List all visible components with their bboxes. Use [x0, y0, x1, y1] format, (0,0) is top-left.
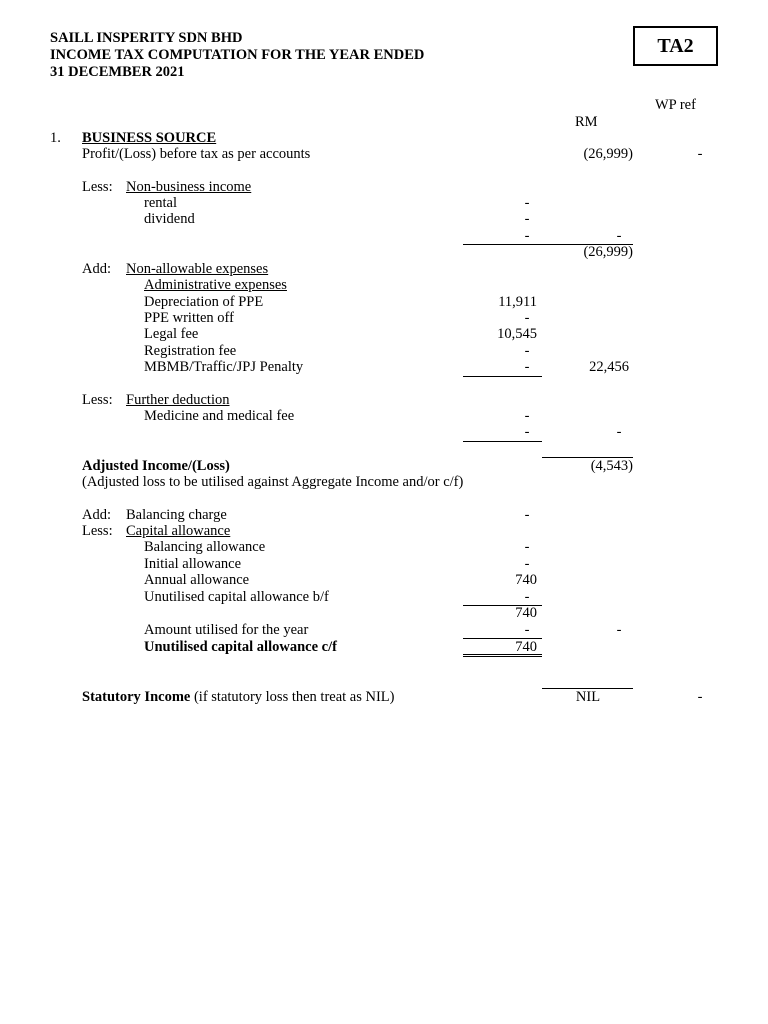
allowance-label: Balancing allowance — [144, 539, 266, 555]
divider-line — [463, 376, 542, 377]
section-title: BUSINESS SOURCE — [82, 130, 217, 146]
allowance-label: Unutilised capital allowance b/f — [144, 589, 329, 605]
expense-value: 10,545 — [497, 326, 537, 342]
expense-value: - — [524, 343, 530, 359]
allowance-value: 740 — [515, 572, 537, 588]
statutory-wp-ref: - — [697, 689, 703, 705]
document-title: INCOME TAX COMPUTATION FOR THE YEAR ENDED — [50, 47, 425, 63]
cf-value: 740 — [515, 639, 537, 655]
utilised-value: - — [524, 622, 530, 638]
allowance-value: - — [524, 589, 530, 605]
rental-value: - — [524, 195, 530, 211]
expense-label: MBMB/Traffic/JPJ Penalty — [144, 359, 304, 375]
non-business-total: - — [616, 228, 622, 244]
expense-value: - — [524, 359, 530, 375]
profit-label: Profit/(Loss) before tax as per accounts — [82, 146, 311, 162]
medical-fee-value: - — [524, 408, 530, 424]
statutory-income-label — [82, 689, 395, 705]
expense-label: Legal fee — [144, 326, 199, 342]
expense-value: - — [524, 310, 530, 326]
running-total: (26,999) — [583, 244, 633, 260]
further-deduction-heading: Further deduction — [126, 392, 230, 408]
currency-header: RM — [575, 114, 598, 130]
non-allowable-heading: Non-allowable expenses — [126, 261, 269, 277]
expense-label: Depreciation of PPE — [144, 294, 264, 310]
double-underline — [463, 654, 542, 657]
statutory-income-amount: NIL — [575, 689, 601, 705]
add-label: Add: — [82, 507, 111, 523]
expense-label: Registration fee — [144, 343, 237, 359]
allowance-label: Annual allowance — [144, 572, 250, 588]
non-allowable-total: 22,456 — [589, 359, 629, 375]
allowance-value: - — [524, 556, 530, 572]
allowance-value: - — [524, 539, 530, 555]
expense-label: PPE written off — [144, 310, 234, 326]
profit-wp-ref: - — [697, 146, 703, 162]
non-business-heading: Non-business income — [126, 179, 252, 195]
non-business-subtotal: - — [524, 228, 530, 244]
dividend-value: - — [524, 211, 530, 227]
company-name: SAILL INSPERITY SDN BHD — [50, 30, 243, 46]
utilised-label: Amount utilised for the year — [144, 622, 309, 638]
expense-value: 11,911 — [498, 294, 537, 310]
divider-line — [463, 441, 542, 442]
allowance-label: Initial allowance — [144, 556, 242, 572]
statutory-income-title: Statutory Income — [82, 689, 191, 705]
utilised-total: - — [616, 622, 622, 638]
statutory-income-note: (if statutory loss then treat as NIL) — [190, 689, 395, 705]
reference-tag: TA2 — [633, 26, 718, 66]
balancing-charge-label: Balancing charge — [126, 507, 227, 523]
less-label: Less: — [82, 179, 113, 195]
further-deduction-subtotal: - — [524, 424, 530, 440]
less-label: Less: — [82, 392, 113, 408]
add-label: Add: — [82, 261, 111, 277]
dividend-label: dividend — [144, 211, 195, 227]
capital-allowance-heading: Capital allowance — [126, 523, 231, 539]
balancing-charge-value: - — [524, 507, 530, 523]
profit-amount: (26,999) — [583, 146, 633, 162]
adjusted-income-label: Adjusted Income/(Loss) — [82, 458, 230, 474]
rental-label: rental — [144, 195, 178, 211]
less-label: Less: — [82, 523, 113, 539]
medical-fee-label: Medicine and medical fee — [144, 408, 295, 424]
document-date: 31 DECEMBER 2021 — [50, 64, 185, 80]
section-number: 1. — [50, 130, 61, 146]
wp-ref-header: WP ref — [655, 97, 696, 113]
adjusted-income-note: (Adjusted loss to be utilised against Aggregate Income and/or c/f) — [82, 474, 464, 490]
further-deduction-total: - — [616, 424, 622, 440]
allowance-subtotal: 740 — [515, 605, 537, 621]
adjusted-income-amount: (4,543) — [590, 458, 633, 474]
cf-label: Unutilised capital allowance c/f — [144, 639, 337, 655]
admin-expenses-heading: Administrative expenses — [144, 277, 287, 293]
